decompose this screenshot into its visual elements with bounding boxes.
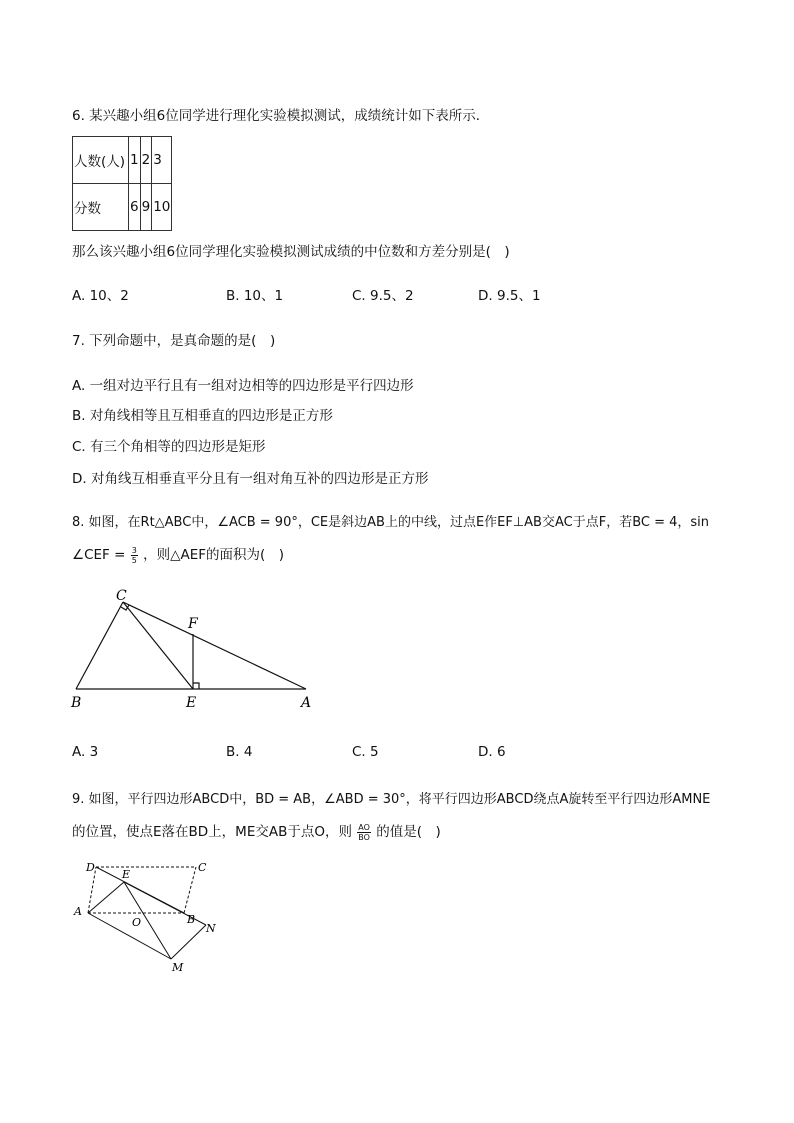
segment-mn xyxy=(171,925,206,959)
q8-option-a[interactable]: A. 3 xyxy=(72,744,99,760)
q6-option-b[interactable]: B. 10、1 xyxy=(226,288,284,304)
q8-option-d[interactable]: D. 6 xyxy=(478,744,506,760)
label-o: O xyxy=(132,916,142,929)
label-c: C xyxy=(116,588,127,604)
table-cell: 3 xyxy=(152,137,172,184)
table-row xyxy=(73,137,172,184)
q7-option-d[interactable]: D. 对角线互相垂直平分且有一组对角互补的四边形是正方形 xyxy=(72,471,429,487)
q9-stem-line2 xyxy=(72,820,441,842)
label-b: B xyxy=(187,913,196,926)
score-table xyxy=(72,136,172,231)
table-cell: 1 xyxy=(129,137,141,184)
fraction-numerator: 3 xyxy=(131,545,137,555)
table-cell-score-label: 分数 xyxy=(73,184,129,231)
table-row xyxy=(73,184,172,231)
label-a: A xyxy=(301,695,312,711)
q7-option-a[interactable]: A. 一组对边平行且有一组对边相等的四边形是平行四边形 xyxy=(72,378,414,394)
label-e: E xyxy=(122,868,131,881)
label-c: C xyxy=(198,861,207,874)
label-n: N xyxy=(206,922,216,935)
table-cell: 2 xyxy=(140,137,152,184)
q8-stem-line2 xyxy=(72,543,284,565)
label-a: A xyxy=(74,905,82,918)
q9-fraction xyxy=(357,823,371,842)
table-cell: 6 xyxy=(129,184,141,231)
segment-ce xyxy=(123,602,193,689)
q6-option-c[interactable]: C. 9.5、2 xyxy=(352,288,414,304)
segment-bc xyxy=(76,602,123,689)
q6-stem: 6. 某兴趣小组6位同学进行理化实验模拟测试，成绩统计如下表所示． xyxy=(72,108,490,124)
table-cell: 10 xyxy=(152,184,172,231)
segment-ca xyxy=(123,602,306,689)
right-angle-mark-e xyxy=(193,683,199,689)
label-m: M xyxy=(172,961,184,974)
q9-question-tail: 的值是( ) xyxy=(376,824,441,840)
segment-am xyxy=(88,913,171,959)
label-b: B xyxy=(71,695,82,711)
label-d: D xyxy=(86,861,95,874)
q8-option-c[interactable]: C. 5 xyxy=(352,744,379,760)
fraction-denominator: 5 xyxy=(131,555,137,565)
segment-ae xyxy=(88,882,124,913)
q8-fraction xyxy=(131,546,138,565)
q8-angle-expr: ∠CEF = xyxy=(72,547,126,563)
segment-bc xyxy=(184,867,196,913)
q6-option-a[interactable]: A. 10、2 xyxy=(72,288,129,304)
q7-option-b[interactable]: B. 对角线相等且互相垂直的四边形是正方形 xyxy=(72,408,333,424)
right-angle-mark-c xyxy=(121,605,129,610)
q9-stem-line1: 9. 如图，平行四边形ABCD中，BD = AB，∠ABD = 30°，将平行四边形ABCD绕点A旋转至平行四边形AMNE xyxy=(72,792,711,807)
table-cell-count-label: 人数(人) xyxy=(73,137,129,184)
label-e: E xyxy=(186,695,197,711)
q8-triangle-figure xyxy=(60,580,340,720)
q8-option-b[interactable]: B. 4 xyxy=(226,744,253,760)
q6-option-d[interactable]: D. 9.5、1 xyxy=(478,288,541,304)
q8-stem-line1: 8. 如图，在Rt△ABC中，∠ACB = 90°，CE是斜边AB上的中线，过点E作EF⊥AB交AC于点F，若BC = 4，sin xyxy=(72,515,710,530)
label-f: F xyxy=(188,616,198,632)
q6-question: 那么该兴趣小组6位同学理化实验模拟测试成绩的中位数和方差分别是( ) xyxy=(72,244,510,260)
q9-parallelogram-figure xyxy=(68,855,238,975)
q9-stem-text: 的位置，使点E落在BD上，ME交AB于点O，则 xyxy=(72,824,352,840)
table-cell: 9 xyxy=(140,184,152,231)
fraction-denominator: BO xyxy=(358,832,370,842)
q8-question-tail: ，则△AEF的面积为( ) xyxy=(143,547,285,563)
q7-option-c[interactable]: C. 有三个角相等的四边形是矩形 xyxy=(72,439,266,455)
fraction-numerator: AO xyxy=(358,822,370,832)
q7-stem: 7. 下列命题中，是真命题的是( ) xyxy=(72,333,276,349)
